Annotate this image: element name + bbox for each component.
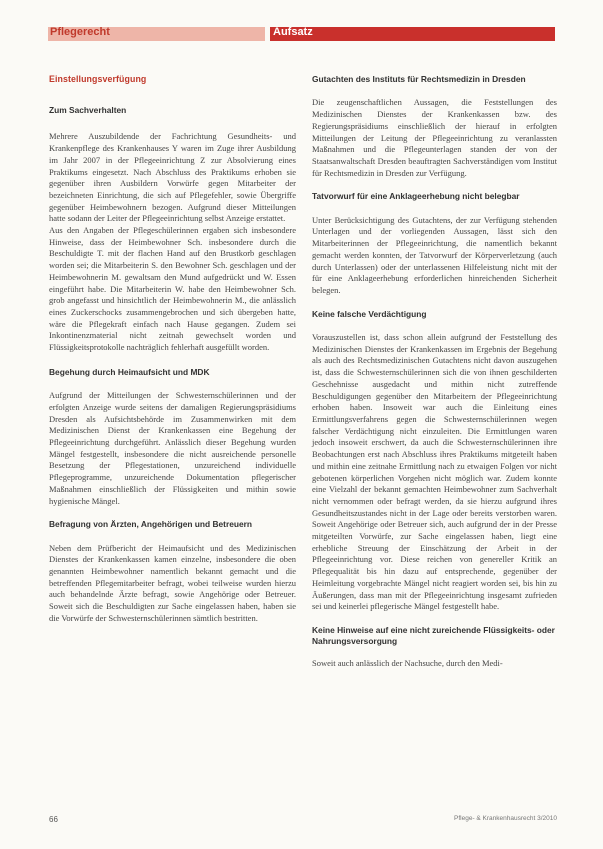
heading-tatvorwurf: Tatvorwurf für eine Anklageerhebung nicht belegbar — [312, 191, 520, 202]
paragraph-3: Aufgrund der Mitteilungen der Schwesternschülerinnen und der erfolgten Anzeige wurde seitens der damaligen Regierungspräsidiums Dresden als Aufsichtsbehörde im Zusammenwirken mit dem Medizinischen Dienst der Krankenkassen eine Begehung der Pflegeeinrichtung durchgeführt. Anlässlich dieser Begehung wurden Mängel festgestellt, insbesondere die nicht ausreichende personelle Besetzung der Pflegestationen, unzureichend individuelle Pflegeprogramme, unzureichende Dokumentation pflegerischer Maßnahmen einschließlich der Flüssigkeiten und mithin sowie hygienische Mängel. — [49, 390, 296, 506]
paragraph-5: Die zeugenschaftlichen Aussagen, die Feststellungen des Medizinischen Dienstes der Krankenkassen bzw. des Regierungspräsidiums einschließlich der hierauf in erfolgten Mitteilungen der Leitung der Pflegeeinrichtung zu veranlassten Maßnahmen und die Pflegeunterlagen standen der von der Staatsanwaltschaft Dresden beauftragten Sachverständigen vom Institut für Rechtsmedizin in Dresden zur Verfügung. — [312, 97, 557, 178]
heading-heimaufsicht: Begehung durch Heimaufsicht und MDK — [49, 366, 210, 377]
footer-source: Pflege- & Krankenhausrecht 3/2010 — [454, 815, 557, 822]
right-column — [312, 74, 557, 669]
paragraph-8: Soweit auch anlässlich der Nachsuche, durch den Medi- — [312, 657, 503, 668]
heading-sachverhalt: Zum Sachverhalten — [49, 105, 127, 115]
page-number: 66 — [49, 815, 58, 824]
paragraph-7: Vorauszustellen ist, dass schon allein aufgrund der Feststellung des Medizinischen Dienstes der Krankenkassen im Ergebnis der Begehung als auch des Rechtsmedizinischen Gutachtens nicht davon auszugehen ist, dass die Schwesternschülerinnen sich die von ihnen geschilderten Geschehnisse ausgedacht und mithin nicht zutreffende Beschuldigungen gegenüber den Mitarbeitern der Pflegeeinrichtung erhoben haben. Insoweit war auch die Einleitung eines Ermittlungsverfahrens gegen die Schwesternschülerinnen wegen falscher Verdächtigung nicht einzuleiten. Die Ermittlungen waren jedoch insoweit erschwert, da auch die Schwesternschülerinnen ihre Beobachtungen erst nach Abschluss ihres Praktikums mitgeteilt haben und mithin eine zeitnahe Ermittlung nach zu etwaigen Folgen vor nicht gebotenen körperlichen Vorgehen nicht möglich war. Zudem konnte eine Vielzahl der bekannt gemachten Heimbewohner zum Sachverhalt nicht vernommen oder befragt werden, da sie hierzu aufgrund ihres Gesundheitszustandes nicht in der Lage oder bereits verstorben waren. Soweit Angehörige oder Betreuer sich, auch aufgrund der in der Presse mitgeteilten Vorwürfe, zur Sache eingelassen haben, liegt eine erhebliche Streuung der Einschätzung der Arbeit in der Pflegeeinrichtung vor. Diese reichen von genereller Kritik an Pflegequalität bis hin dazu auf entsprechende, gegenüber der Heimleitung vorgebrachte Mängel nicht reagiert worden sei, bis hin zu Äußerungen, dass man mit der Pflegeeinrichtung insgesamt zufrieden sei und keinerlei pflegerische Mängel festgestellt habe. — [312, 332, 557, 612]
heading-verdaechtigung: Keine falsche Verdächtigung — [312, 308, 427, 319]
page-header — [0, 27, 603, 41]
paragraph-2: Aus den Angaben der Pflegeschülerinnen ergaben sich insbesondere Hinweise, dass der Heimbewohner Sch. insbesondere durch die Beschuldigte T. mit der flachen Hand auf den Brustkorb geschlagen worden sei; die Mitarbeiterin S. den Bewohner Sch. geschlagen und der Heimbewohnerin M. gewaltsam den Mund aufgedrückt und W. Essen eingeführt habe. Die Mitarbeiterin W. habe den Heimbewohner Sch. grob angefasst und hinsichtlich der Heimbewohnerin M., die anlässlich eines Zuckerschocks zusammengebrochen und sich übergeben hatte, wäre die Pflegekraft einfach nach Hause gegangen. Zudem sei Inkontinenzmaterial nicht zeitnah gewechselt worden und Flüssigkeitsprotokolle nachträglich fehlerhaft ausgefüllt worden. — [49, 225, 296, 353]
left-column — [49, 74, 296, 625]
category-bar — [270, 27, 555, 41]
paragraph-4: Neben dem Prüfbericht der Heimaufsicht und des Medizinischen Dienstes der Krankenkassen kamen einzelne, insbesondere die oben genannten Heimbewohner namentlich bekannt gemacht und die betreffenden Pflegemitarbeiter befragt, wobei teilweise wurden hierzu auch behandelnde Ärzte befragt, sowie Angehörige oder Betreuer. Soweit sich die Beschuldigten zur Sache eingelassen haben, haben sie die Vorwürfe der Schwesternschülerinnen sämtlich bestritten. — [49, 542, 296, 623]
paragraph-6: Unter Berücksichtigung des Gutachtens, der zur Verfügung stehenden Unterlagen und der vorliegenden Aussagen, lässt sich den Mitarbeiterinnen der Pflegeeinrichtung, die namentlich bekannt gemacht werden konnten, der Tatvorwurf der Körperverletzung (auch durch Unterlassen) oder der unterlassenen Hilfeleistung nicht mit der für eine Anklageerhebung erforderlichen hinreichenden Sicherheit belegen. — [312, 214, 557, 295]
heading-hinweise: Keine Hinweise auf eine nicht zureichende Flüssigkeits- oder Nahrungsversorgung — [312, 624, 555, 647]
section-bar — [48, 27, 265, 41]
section-label: Pflegerecht — [50, 26, 110, 38]
heading-gutachten: Gutachten des Instituts für Rechtsmedizin in Dresden — [312, 74, 526, 84]
category-label: Aufsatz — [273, 26, 313, 38]
paragraph-1: Mehrere Auszubildende der Fachrichtung Gesundheits- und Krankenpflege des Krankenhauses Y waren im Zuge ihrer Ausbildung im Jahr 2007 in der Pflegeeinrichtung Z zur Absolvierung eines Praktikums eingesetzt. Nach Abschluss des Praktikums erhoben sie gegenüber ihren Ausbildern Vorwürfe gegen Mitarbeiter der bezeichneten Einrichtung, die sich auf Pflegefehler, sowie Übergriffe gegenüber Heimbewohnern bezogen. Aufgrund dieser Mitteilungen hatte sodann der Leiter der Pflegeeinrichtung selbst Anzeige erstattet. — [49, 131, 296, 224]
section-title: Einstellungsverfügung — [49, 74, 147, 84]
heading-befragung: Befragung von Ärzten, Angehörigen und Betreuern — [49, 519, 253, 530]
